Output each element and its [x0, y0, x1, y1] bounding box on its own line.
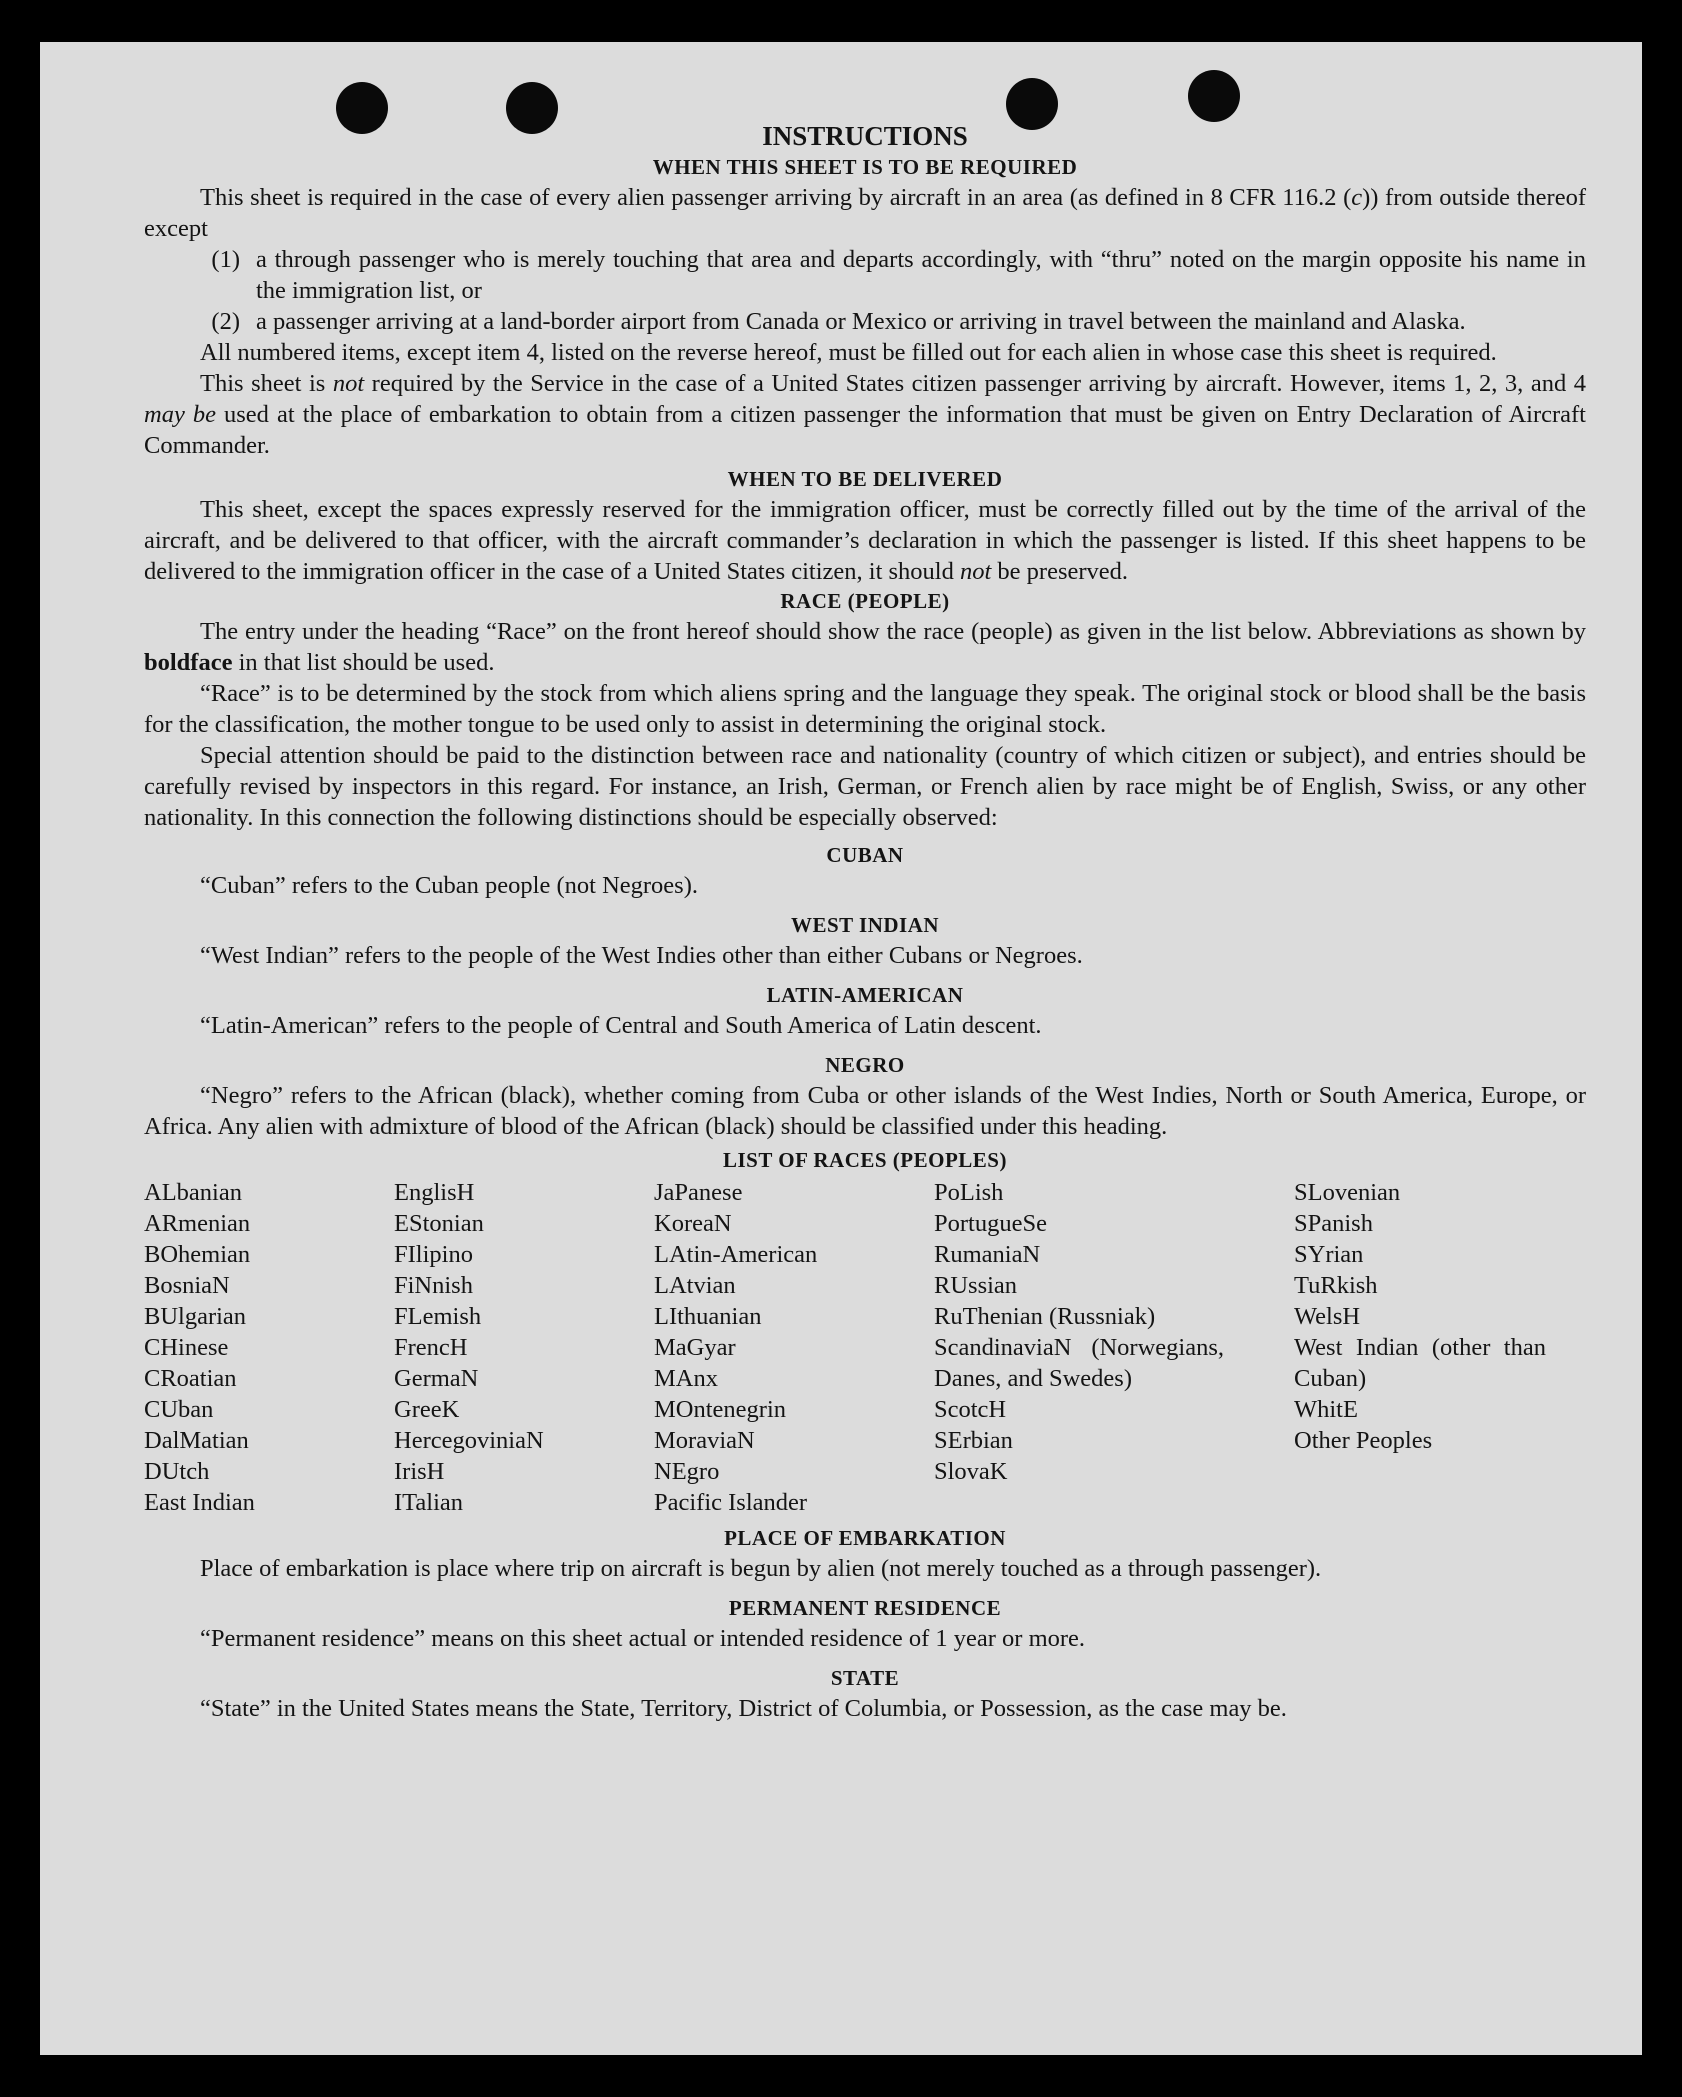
paragraph: “Cuban” refers to the Cuban people (not Negroes). [200, 872, 698, 899]
paragraph: This sheet is not required by the Service in the case of a United States citizen passenger arriving by aircraft. However, items 1, 2, 3, and 4 may be used at the place of embarkation to obtain from a citizen passenger the information that must be given on Entry Declaration of Aircraft Commander. [144, 370, 1586, 459]
race-entry: GreeK [394, 1396, 460, 1423]
race-entry: BOhemian [144, 1241, 251, 1268]
race-entry: CHinese [144, 1334, 229, 1361]
race-entry: SErbian [934, 1427, 1013, 1454]
page-title: INSTRUCTIONS [762, 121, 968, 151]
race-entry: DalMatian [144, 1427, 249, 1454]
race-entry: EStonian [394, 1210, 484, 1237]
race-entry: West Indian (other than Cuban) [1294, 1334, 1546, 1392]
list-item: (2) a passenger arriving at a land-border airport from Canada or Mexico or arriving in travel between the mainland and Alaska. [211, 308, 1466, 335]
section-heading: CUBAN [826, 843, 904, 867]
document-page [40, 42, 1642, 2055]
section-heading: WEST INDIAN [790, 913, 940, 937]
race-entry: FIlipino [394, 1241, 473, 1268]
race-entry: MAnx [654, 1365, 718, 1392]
paragraph: Place of embarkation is place where trip on aircraft is begun by alien (not merely touched as a through passenger). [200, 1555, 1322, 1582]
paragraph: “Permanent residence” means on this sheet actual or intended residence of 1 year or more. [200, 1625, 1086, 1652]
race-entry: NEgro [654, 1458, 720, 1485]
section-heading: NEGRO [825, 1053, 905, 1077]
races-list [144, 1177, 1586, 1518]
race-entry: CUban [144, 1396, 214, 1423]
race-entry: FiNnish [394, 1272, 473, 1299]
paragraph: “Race” is to be determined by the stock from which aliens spring and the language they speak. The original stock or blood shall be the basis for the classification, the mother tongue to be used only to assist in determining the original stock. [144, 680, 1586, 738]
paragraph: Special attention should be paid to the distinction between race and nationality (country of which citizen or subject), and entries should be carefully revised by inspectors in this regard. For instance, an Irish, German, or French alien by race might be of English, Swiss, or any other nationality. In this connection the following distinctions should be especially observed: [144, 742, 1586, 831]
races-column [1294, 1177, 1546, 1518]
races-column [654, 1177, 934, 1518]
race-entry: RUssian [934, 1272, 1018, 1299]
race-entry: SLovenian [1294, 1179, 1401, 1206]
paragraph: “West Indian” refers to the people of the West Indies other than either Cubans or Negroes. [200, 942, 1083, 969]
paragraph: This sheet is required in the case of every alien passenger arriving by aircraft in an area (as defined in 8 CFR 116.2 (c)) from outside thereof except [144, 184, 1586, 242]
race-entry: TuRkish [1294, 1272, 1378, 1299]
race-entry: PortugueSe [934, 1210, 1047, 1237]
race-entry: IrisH [394, 1458, 445, 1485]
race-entry: Other Peoples [1294, 1427, 1433, 1454]
section-heading: RACE (PEOPLE) [780, 589, 950, 613]
paragraph: “Negro” refers to the African (black), whether coming from Cuba or other islands of the West Indies, North or South America, Europe, or Africa. Any alien with admixture of blood of the African (black) should be classified under this heading. [144, 1082, 1586, 1140]
race-entry: LAtvian [654, 1272, 736, 1299]
race-entry: MOntenegrin [654, 1396, 786, 1423]
race-entry: BUlgarian [144, 1303, 247, 1330]
race-entry: LIthuanian [654, 1303, 762, 1330]
race-entry: ITalian [394, 1489, 464, 1516]
section-heading: STATE [830, 1666, 900, 1690]
race-entry: MaGyar [654, 1334, 736, 1361]
races-column [144, 1177, 394, 1518]
race-entry: ALbanian [144, 1179, 242, 1206]
race-entry: DUtch [144, 1458, 210, 1485]
race-entry: SYrian [1294, 1241, 1364, 1268]
race-entry: ScotcH [934, 1396, 1007, 1423]
race-entry: KoreaN [654, 1210, 732, 1237]
paragraph: “State” in the United States means the State, Territory, District of Columbia, or Possession, as the case may be. [200, 1695, 1287, 1722]
race-entry: PoLish [934, 1179, 1004, 1206]
race-entry: HercegoviniaN [394, 1427, 544, 1454]
list-item: (1) a through passenger who is merely touching that area and departs accordingly, with “thru” noted on the margin opposite his name in the immigration list, or [211, 246, 1586, 304]
race-entry: WelsH [1294, 1303, 1361, 1330]
race-entry: RumaniaN [934, 1241, 1041, 1268]
race-entry: LAtin-American [654, 1241, 818, 1268]
race-entry: WhitE [1294, 1396, 1358, 1423]
race-entry: East Indian [144, 1489, 255, 1516]
section-heading: PERMANENT RESIDENCE [728, 1596, 1002, 1620]
paragraph: The entry under the heading “Race” on the front hereof should show the race (people) as given in the list below. Abbreviations as shown by boldface in that list should be used. [144, 618, 1586, 676]
race-entry: MoraviaN [654, 1427, 755, 1454]
section-heading: PLACE OF EMBARKATION [724, 1526, 1006, 1550]
race-entry: FLemish [394, 1303, 482, 1330]
race-entry: ScandinaviaN (Norwegians, Danes, and Swedes) [934, 1334, 1224, 1392]
paragraph: This sheet, except the spaces expressly reserved for the immigration officer, must be correctly filled out by the time of the arrival of the aircraft, and be delivered to that officer, with the aircraft commander’s declaration in which the passenger is listed. If this sheet happens to be delivered to the immigration officer in the case of a United States citizen, it should not be preserved. [144, 496, 1586, 585]
section-heading: LATIN-AMERICAN [766, 983, 964, 1007]
instructions-content [144, 120, 1586, 1724]
race-entry: RuThenian (Russniak) [934, 1303, 1156, 1330]
section-heading: WHEN THIS SHEET IS TO BE REQUIRED [652, 155, 1078, 179]
race-entry: CRoatian [144, 1365, 237, 1392]
race-entry: SPanish [1294, 1210, 1373, 1237]
race-entry: Pacific Islander [654, 1489, 808, 1516]
race-entry: SlovaK [934, 1458, 1008, 1485]
section-heading: WHEN TO BE DELIVERED [727, 467, 1003, 491]
race-entry: BosniaN [144, 1272, 230, 1299]
punch-hole [1188, 70, 1240, 122]
race-entry: EnglisH [394, 1179, 475, 1206]
paragraph: “Latin-American” refers to the people of Central and South America of Latin descent. [200, 1012, 1042, 1039]
race-entry: JaPanese [654, 1179, 743, 1206]
section-heading: LIST OF RACES (PEOPLES) [723, 1148, 1007, 1172]
paragraph: All numbered items, except item 4, listed on the reverse hereof, must be filled out for each alien in whose case this sheet is required. [200, 339, 1497, 366]
races-column [934, 1177, 1294, 1518]
race-entry: ARmenian [144, 1210, 251, 1237]
race-entry: FrencH [394, 1334, 468, 1361]
race-entry: GermaN [394, 1365, 479, 1392]
races-column [394, 1177, 654, 1518]
